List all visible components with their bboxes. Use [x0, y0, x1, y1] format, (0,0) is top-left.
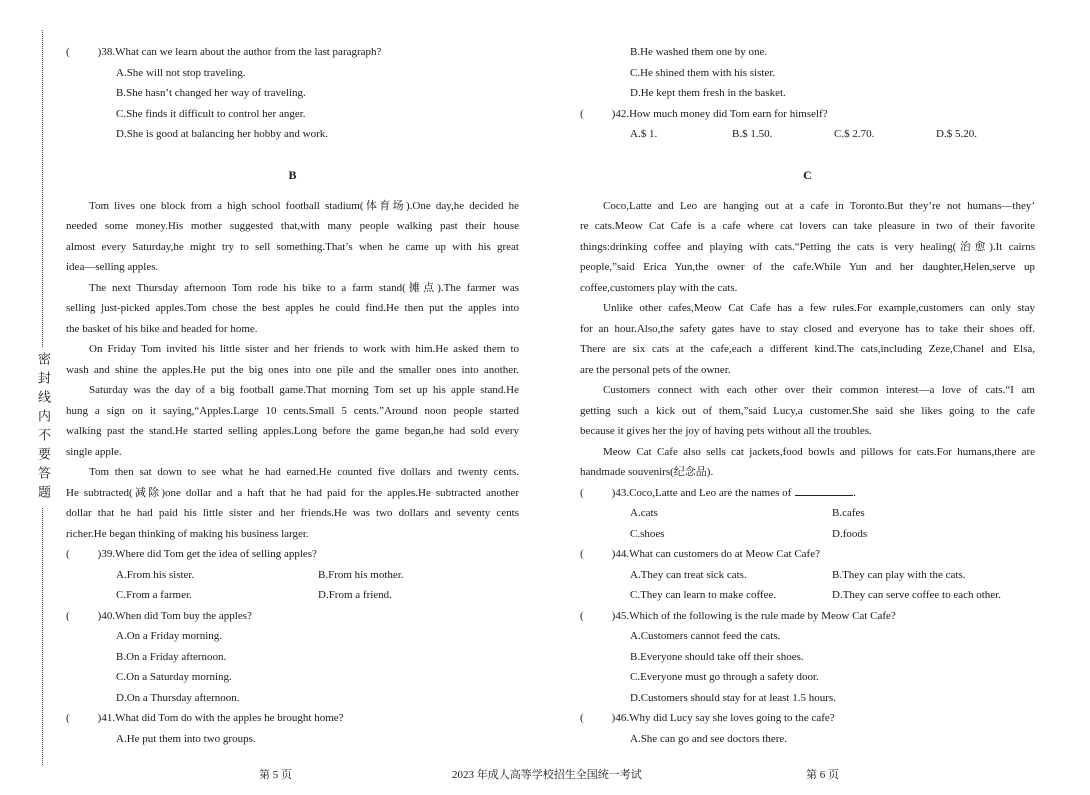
question-44: ( )44.What can customers do at Meow Cat Cafe?: [580, 548, 820, 560]
q40-option-d[interactable]: D.On a Thursday afternoon.: [116, 691, 240, 704]
seal-line-notice: 密封线内不要答题: [32, 348, 54, 508]
q44-option-d[interactable]: D.They can serve coffee to each other.: [832, 589, 1001, 601]
q45-option-b[interactable]: B.Everyone should take off their shoes.: [630, 650, 804, 663]
passage-c-line: Meow Cat Cafe also sells cat jackets,food bowls and pillows for cats.For humans,there are: [603, 445, 1035, 458]
left-column: [66, 42, 519, 749]
seal-line-strip: [30, 30, 58, 765]
q43-options-row-2: [580, 524, 1035, 545]
passage-c-line: Customers connect with each other over their common interest—a love of cats.“I am: [603, 384, 1035, 396]
question-41: ( )41.What did Tom do with the apples he brought home?: [66, 712, 344, 724]
passage-c-line: things:drinking coffee and playing with cats.“Petting the cats is very healing(治愈).It cairns: [580, 240, 1035, 253]
passage-c-line: Unlike other cafes,Meow Cat Cafe has a few rules.For example,customers can only stay: [603, 302, 1035, 314]
q42-option-d[interactable]: D.$ 5.20.: [936, 128, 977, 140]
q38-option-a[interactable]: A.She will not stop traveling.: [116, 66, 246, 79]
q40-option-a[interactable]: A.On a Friday morning.: [116, 630, 223, 642]
page-number-right: 第 6 页: [806, 769, 839, 781]
passage-b-line: single apple.: [66, 445, 122, 458]
q44-option-a[interactable]: A.They can treat sick cats.: [630, 568, 747, 581]
passage-b-line: needed some money.His mother suggested that,with many people walking past their house: [66, 220, 519, 232]
q45-option-a[interactable]: A.Customers cannot feed the cats.: [630, 630, 781, 642]
exam-title-footer: 2023 年成人高等学校招生全国统一考试: [452, 769, 642, 781]
q39-option-a[interactable]: A.From his sister.: [116, 568, 195, 581]
q38-option-c[interactable]: C.She finds it difficult to control her anger.: [116, 107, 306, 120]
q39-option-d[interactable]: D.From a friend.: [318, 589, 392, 601]
question-45: ( )45.Which of the following is the rule made by Meow Cat Cafe?: [580, 609, 896, 622]
q44-option-c[interactable]: C.They can learn to make coffee.: [630, 589, 777, 601]
q42-option-b[interactable]: B.$ 1.50.: [732, 128, 773, 140]
passage-c-line: coffee,customers play with the cats.: [580, 281, 738, 294]
passage-b-line: hung a sign on it saying,“Apples.Large 10 cents.Small 5 cents.”Around noon people started: [66, 404, 519, 417]
passage-b-line: He subtracted(减除)one dollar and a haft that he had paid for the apples.He subtracted another: [66, 486, 519, 499]
question-42: ( )42.How much money did Tom earn for himself?: [580, 107, 828, 120]
passage-c: [580, 196, 1035, 483]
q41-option-b[interactable]: B.He washed them one by one.: [630, 46, 768, 58]
q42-option-a[interactable]: A.$ 1.: [630, 128, 658, 140]
q45-option-d[interactable]: D.Customers should stay for at least 1.5 hours.: [630, 691, 836, 704]
passage-c-line: because it gives her the joy of having pets without all the troubles.: [580, 425, 872, 437]
q38-option-b[interactable]: B.She hasn’t changed her way of traveling.: [116, 87, 306, 99]
q43-option-a[interactable]: A.cats: [630, 507, 658, 519]
q43-options-row-1: [580, 503, 1035, 524]
q39-options-row-2: [66, 585, 519, 606]
passage-b-line: the basket of his bike and headed for home.: [66, 322, 258, 335]
q39-options-row-1: [66, 565, 519, 586]
section-b-heading: B: [288, 168, 297, 182]
right-column: [580, 42, 1035, 749]
q43-option-b[interactable]: B.cafes: [832, 507, 865, 519]
passage-b: [66, 196, 519, 545]
passage-b-line: idea—selling apples.: [66, 261, 159, 273]
passage-b-line: walking past the stand.He started selling apples.Long before the game began,he had sold every: [66, 425, 519, 437]
q46-option-a[interactable]: A.She can go and see doctors there.: [630, 732, 788, 745]
passage-c-line: people,”said Erica Yun,the owner of the cafe.While Yun and her daughter,Helen,serve up: [580, 261, 1035, 273]
q41-option-a[interactable]: A.He put them into two groups.: [116, 732, 256, 745]
passage-c-line: Coco,Latte and Leo are hanging out at a cafe in Toronto.But they’re not humans—they’: [603, 199, 1035, 212]
q39-option-b[interactable]: B.From his mother.: [318, 568, 404, 581]
passage-b-line: richer.He began thinking of making his business larger.: [66, 527, 309, 540]
q40-option-b[interactable]: B.On a Friday afternoon.: [116, 650, 227, 663]
answer-blank[interactable]: [795, 483, 853, 496]
passage-b-line: Tom lives one block from a high school football stadium(体育场).One day,he decided he: [89, 199, 519, 212]
q44-options-row-1: [580, 565, 1035, 586]
passage-c-line: for an hour.Also,the safety gates have to stay closed and everyone has to take their shoes off.: [580, 322, 1035, 335]
passage-b-line: Tom then sat down to see what he had earned.He counted five dollars and twenty cents.: [89, 466, 519, 478]
passage-b-line: wash and shine the apples.He put the big ones into one pile and the smaller ones into another.: [66, 363, 519, 376]
passage-c-line: getting such a kick out of them,”said Lucy,a customer.She said she likes going to the cafe: [580, 404, 1035, 417]
question-43: ( )43.Coco,Latte and Leo are the names of .: [580, 483, 1035, 504]
question-39: ( )39.Where did Tom get the idea of selling apples?: [66, 548, 317, 560]
q41-option-d[interactable]: D.He kept them fresh in the basket.: [630, 87, 786, 99]
question-40: ( )40.When did Tom buy the apples?: [66, 609, 252, 622]
q40-option-c[interactable]: C.On a Saturday morning.: [116, 671, 232, 683]
q44-options-row-2: [580, 585, 1035, 606]
section-c-heading: C: [803, 168, 812, 182]
passage-b-line: Saturday was the day of a big football game.That morning Tom set up his apple stand.He: [89, 384, 519, 396]
q45-option-c[interactable]: C.Everyone must go through a safety door.: [630, 671, 819, 683]
page-number-left: 第 5 页: [259, 769, 292, 781]
passage-c-line: are the personal pets of the owner.: [580, 363, 731, 376]
q43-option-d[interactable]: D.foods: [832, 527, 868, 540]
q43-option-c[interactable]: C.shoes: [630, 527, 665, 540]
passage-b-line: On Friday Tom invited his little sister and her friends to work with him.He asked them to: [89, 343, 519, 355]
q44-option-b[interactable]: B.They can play with the cats.: [832, 568, 966, 581]
q41-option-c[interactable]: C.He shined them with his sister.: [630, 66, 776, 79]
passage-b-line: selling just-picked apples.Tom chose the best apples he could find.He then put the apples into: [66, 302, 519, 314]
passage-b-line: The next Thursday afternoon Tom rode his bike to a farm stand(摊点).The farmer was: [89, 281, 519, 294]
q39-option-c[interactable]: C.From a farmer.: [116, 589, 192, 601]
passage-c-line: re cats.Meow Cat Cafe is a cafe where cat lovers can take pleasure in two of their favorite: [580, 220, 1035, 232]
q38-option-d[interactable]: D.She is good at balancing her hobby and work.: [116, 128, 329, 140]
passage-c-line: There are six cats at the cafe,each a different kind.The cats,including Zeze,Chanel and Elsa,: [580, 343, 1035, 355]
passage-b-line: almost every Saturday,he might try to sell something.That’s when he came up with his great: [66, 240, 519, 253]
passage-b-line: dollar that he had paid his little sister and her friends.He was two dollars and seventy cents: [66, 507, 519, 519]
q42-option-c[interactable]: C.$ 2.70.: [834, 128, 875, 140]
passage-c-line: handmade souvenirs(纪念品).: [580, 466, 714, 478]
question-46: ( )46.Why did Lucy say she loves going to the cafe?: [580, 712, 835, 724]
q42-options-row: [580, 124, 1035, 145]
question-38: ( )38.What can we learn about the author from the last paragraph?: [66, 46, 382, 58]
